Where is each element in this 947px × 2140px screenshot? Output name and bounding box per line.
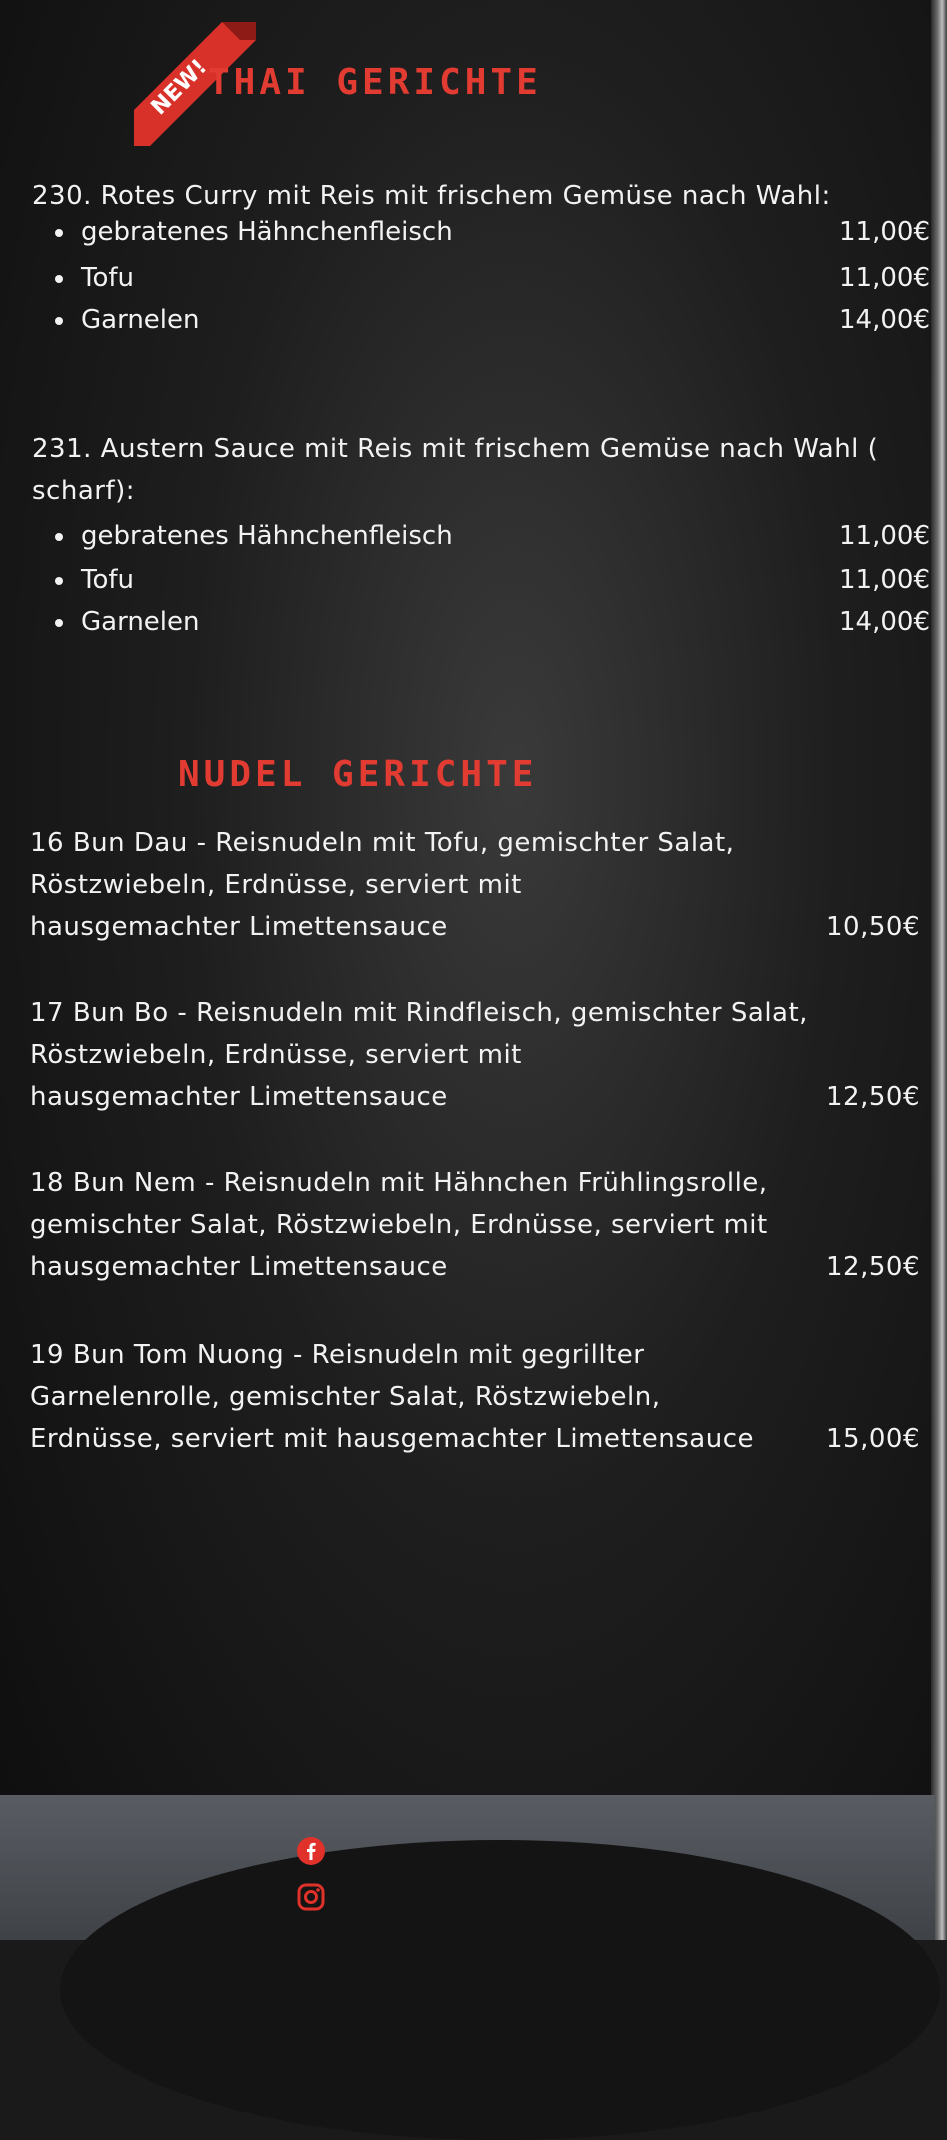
option-price: 11,00€ (839, 565, 930, 595)
thai-item-231-option (55, 516, 930, 556)
new-badge-label: NEW! (146, 54, 213, 121)
thai-section-title: THAI GERICHTE (208, 62, 542, 103)
bullet-icon (55, 533, 63, 541)
heading-line: 231. Austern Sauce mit Reis mit frischem Gemüse nach Wahl ( (32, 434, 879, 464)
instagram-icon[interactable] (296, 1882, 326, 1912)
thai-item-231-option (55, 560, 930, 600)
item-line: 19 Bun Tom Nuong - Reisnudeln mit gegrillter (30, 1340, 645, 1370)
food-plate-image (60, 1840, 940, 2140)
option-price: 14,00€ (839, 305, 930, 335)
nudel-item (30, 1334, 920, 1460)
thai-item-231-heading (32, 428, 912, 512)
item-line: 18 Bun Nem - Reisnudeln mit Hähnchen Frühlingsrolle, (30, 1168, 768, 1198)
thai-item-230-option (55, 212, 930, 252)
option-name: Tofu (81, 263, 135, 293)
item-line: Röstzwiebeln, Erdnüsse, serviert mit (30, 1040, 522, 1070)
option-name: gebratenes Hähnchenfleisch (81, 521, 453, 551)
thai-item-230-option (55, 258, 930, 298)
item-line: 16 Bun Dau - Reisnudeln mit Tofu, gemischter Salat, (30, 828, 735, 858)
nudel-item (30, 992, 920, 1118)
item-line: hausgemachter Limettensauce (30, 1252, 448, 1282)
item-price: 12,50€ (826, 1082, 920, 1112)
option-name: Garnelen (81, 607, 200, 637)
item-price: 15,00€ (826, 1424, 920, 1454)
option-name: Tofu (81, 565, 135, 595)
bullet-icon (55, 619, 63, 627)
nudel-section-title: NUDEL GERICHTE (178, 754, 538, 795)
option-name: gebratenes Hähnchenfleisch (81, 217, 453, 247)
facebook-icon[interactable] (296, 1836, 326, 1866)
bullet-icon (55, 229, 63, 237)
item-line: hausgemachter Limettensauce (30, 912, 448, 942)
bullet-icon (55, 275, 63, 283)
option-price: 11,00€ (839, 521, 930, 551)
page-edge (931, 0, 947, 1940)
thai-item-230-heading: 230. Rotes Curry mit Reis mit frischem Gemüse nach Wahl: (32, 181, 831, 211)
bullet-icon (55, 577, 63, 585)
item-line: gemischter Salat, Röstzwiebeln, Erdnüsse, serviert mit (30, 1210, 768, 1240)
thai-item-230-option (55, 300, 930, 340)
option-price: 11,00€ (839, 217, 930, 247)
item-line: Röstzwiebeln, Erdnüsse, serviert mit (30, 870, 522, 900)
thai-item-231-option (55, 602, 930, 642)
item-price: 12,50€ (826, 1252, 920, 1282)
option-price: 11,00€ (839, 263, 930, 293)
item-line: Garnelenrolle, gemischter Salat, Röstzwiebeln, (30, 1382, 661, 1412)
item-line: hausgemachter Limettensauce (30, 1082, 448, 1112)
item-line: Erdnüsse, serviert mit hausgemachter Limettensauce (30, 1424, 754, 1454)
bullet-icon (55, 317, 63, 325)
item-price: 10,50€ (826, 912, 920, 942)
heading-line: scharf): (32, 476, 135, 506)
option-name: Garnelen (81, 305, 200, 335)
item-line: 17 Bun Bo - Reisnudeln mit Rindfleisch, gemischter Salat, (30, 998, 808, 1028)
option-price: 14,00€ (839, 607, 930, 637)
nudel-item (30, 1162, 920, 1288)
nudel-item (30, 822, 920, 948)
